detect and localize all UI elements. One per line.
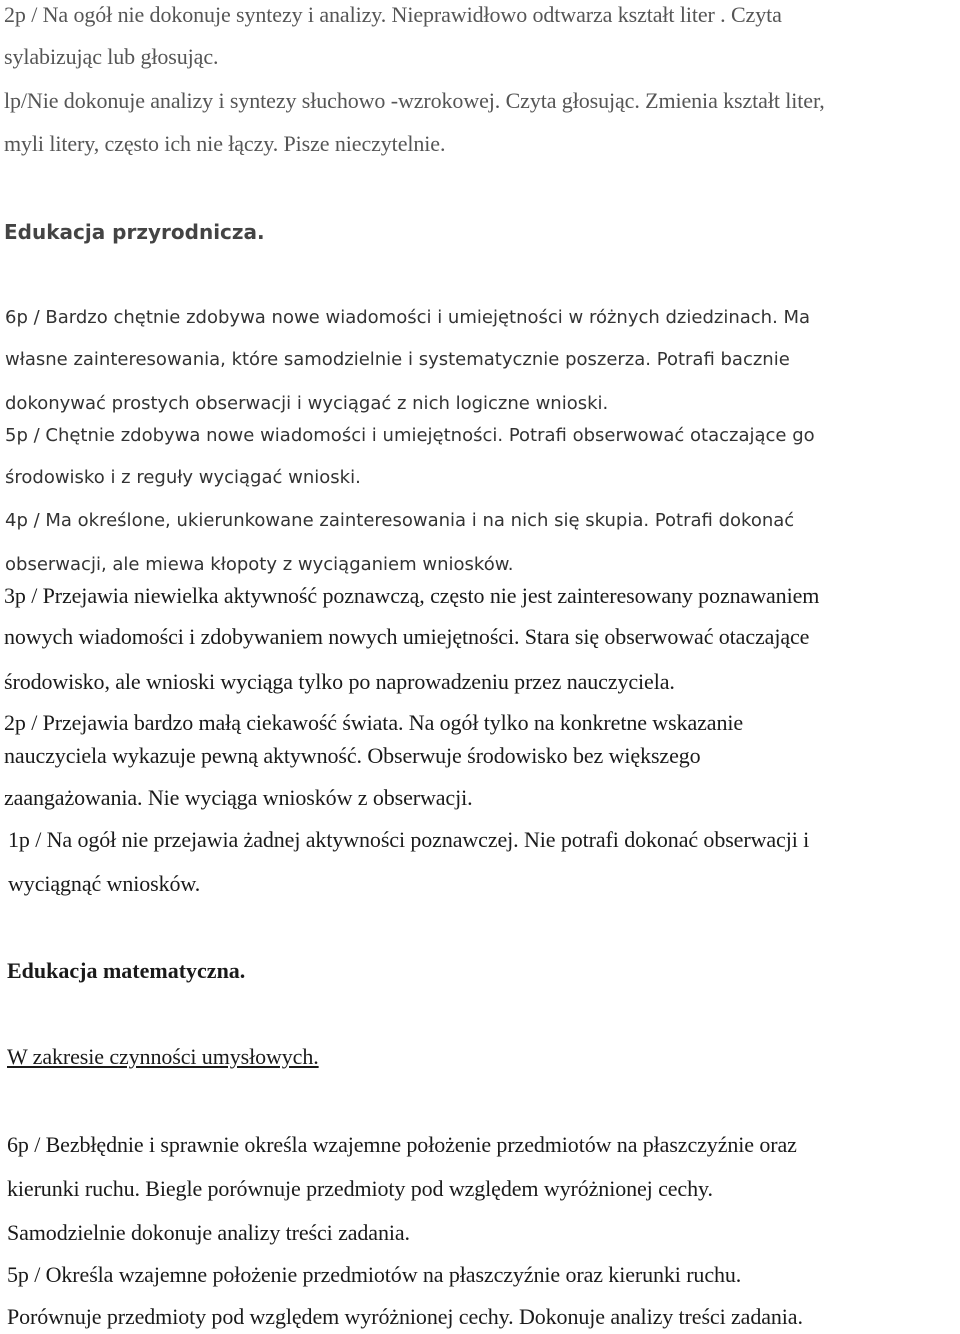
text-line: 5p / Określa wzajemne położenie przedmiotów na płaszczyźnie oraz kierunki ruchu. xyxy=(7,1262,742,1287)
text-line: środowisko i z reguły wyciągać wnioski. xyxy=(5,467,361,488)
section-heading-nature: Edukacja przyrodnicza. xyxy=(4,220,265,244)
text-line: Samodzielnie dokonuje analizy treści zadania. xyxy=(7,1220,410,1245)
text-line: własne zainteresowania, które samodzielnie i systematycznie poszerza. Potrafi bacznie xyxy=(5,349,790,370)
text-line: 6p / Bardzo chętnie zdobywa nowe wiadomości i umiejętności w różnych dziedzinach. Ma xyxy=(5,307,811,328)
text-line: 2p / Na ogół nie dokonuje syntezy i analizy. Nieprawidłowo odtwarza kształt liter . Czyta xyxy=(4,2,782,27)
subsection-heading: W zakresie czynności umysłowych. xyxy=(7,1044,319,1069)
text-line: kierunki ruchu. Biegle porównuje przedmioty pod względem wyróżnionej cechy. xyxy=(7,1176,713,1201)
text-line: 5p / Chętnie zdobywa nowe wiadomości i umiejętności. Potrafi obserwować otaczające go xyxy=(5,425,815,446)
text-line: nowych wiadomości i zdobywaniem nowych umiejętności. Stara się obserwować otaczające xyxy=(4,624,810,649)
text-line: 4p / Ma określone, ukierunkowane zainteresowania i na nich się skupia. Potrafi dokonać xyxy=(5,510,795,531)
text-line: zaangażowania. Nie wyciąga wniosków z obserwacji. xyxy=(4,785,473,810)
section-heading-math: Edukacja matematyczna. xyxy=(7,958,246,983)
text-line: lp/Nie dokonuje analizy i syntezy słuchowo -wzrokowej. Czyta głosując. Zmienia kształt liter, xyxy=(4,88,825,113)
text-line: Porównuje przedmioty pod względem wyróżnionej cechy. Dokonuje analizy treści zadania. xyxy=(7,1304,803,1329)
text-line: 1p / Na ogół nie przejawia żadnej aktywności poznawczej. Nie potrafi dokonać obserwacji i xyxy=(8,827,810,852)
text-line: 3p / Przejawia niewielka aktywność poznawczą, często nie jest zainteresowany poznawaniem xyxy=(4,583,820,608)
text-line: 2p / Przejawia bardzo małą ciekawość świata. Na ogół tylko na konkretne wskazanie xyxy=(4,710,744,735)
text-line: środowisko, ale wnioski wyciąga tylko po naprowadzeniu przez nauczyciela. xyxy=(4,669,675,694)
text-line: wyciągnąć wniosków. xyxy=(8,871,201,896)
text-line: sylabizując lub głosując. xyxy=(4,44,219,69)
text-line: myli litery, często ich nie łączy. Pisze nieczytelnie. xyxy=(4,131,446,156)
text-line: nauczyciela wykazuje pewną aktywność. Obserwuje środowisko bez większego xyxy=(4,743,701,768)
text-line: obserwacji, ale miewa kłopoty z wyciąganiem wniosków. xyxy=(5,554,514,575)
text-line: 6p / Bezbłędnie i sprawnie określa wzajemne położenie przedmiotów na płaszczyźnie oraz xyxy=(7,1132,797,1157)
text-line: dokonywać prostych obserwacji i wyciągać z nich logiczne wnioski. xyxy=(5,393,609,414)
